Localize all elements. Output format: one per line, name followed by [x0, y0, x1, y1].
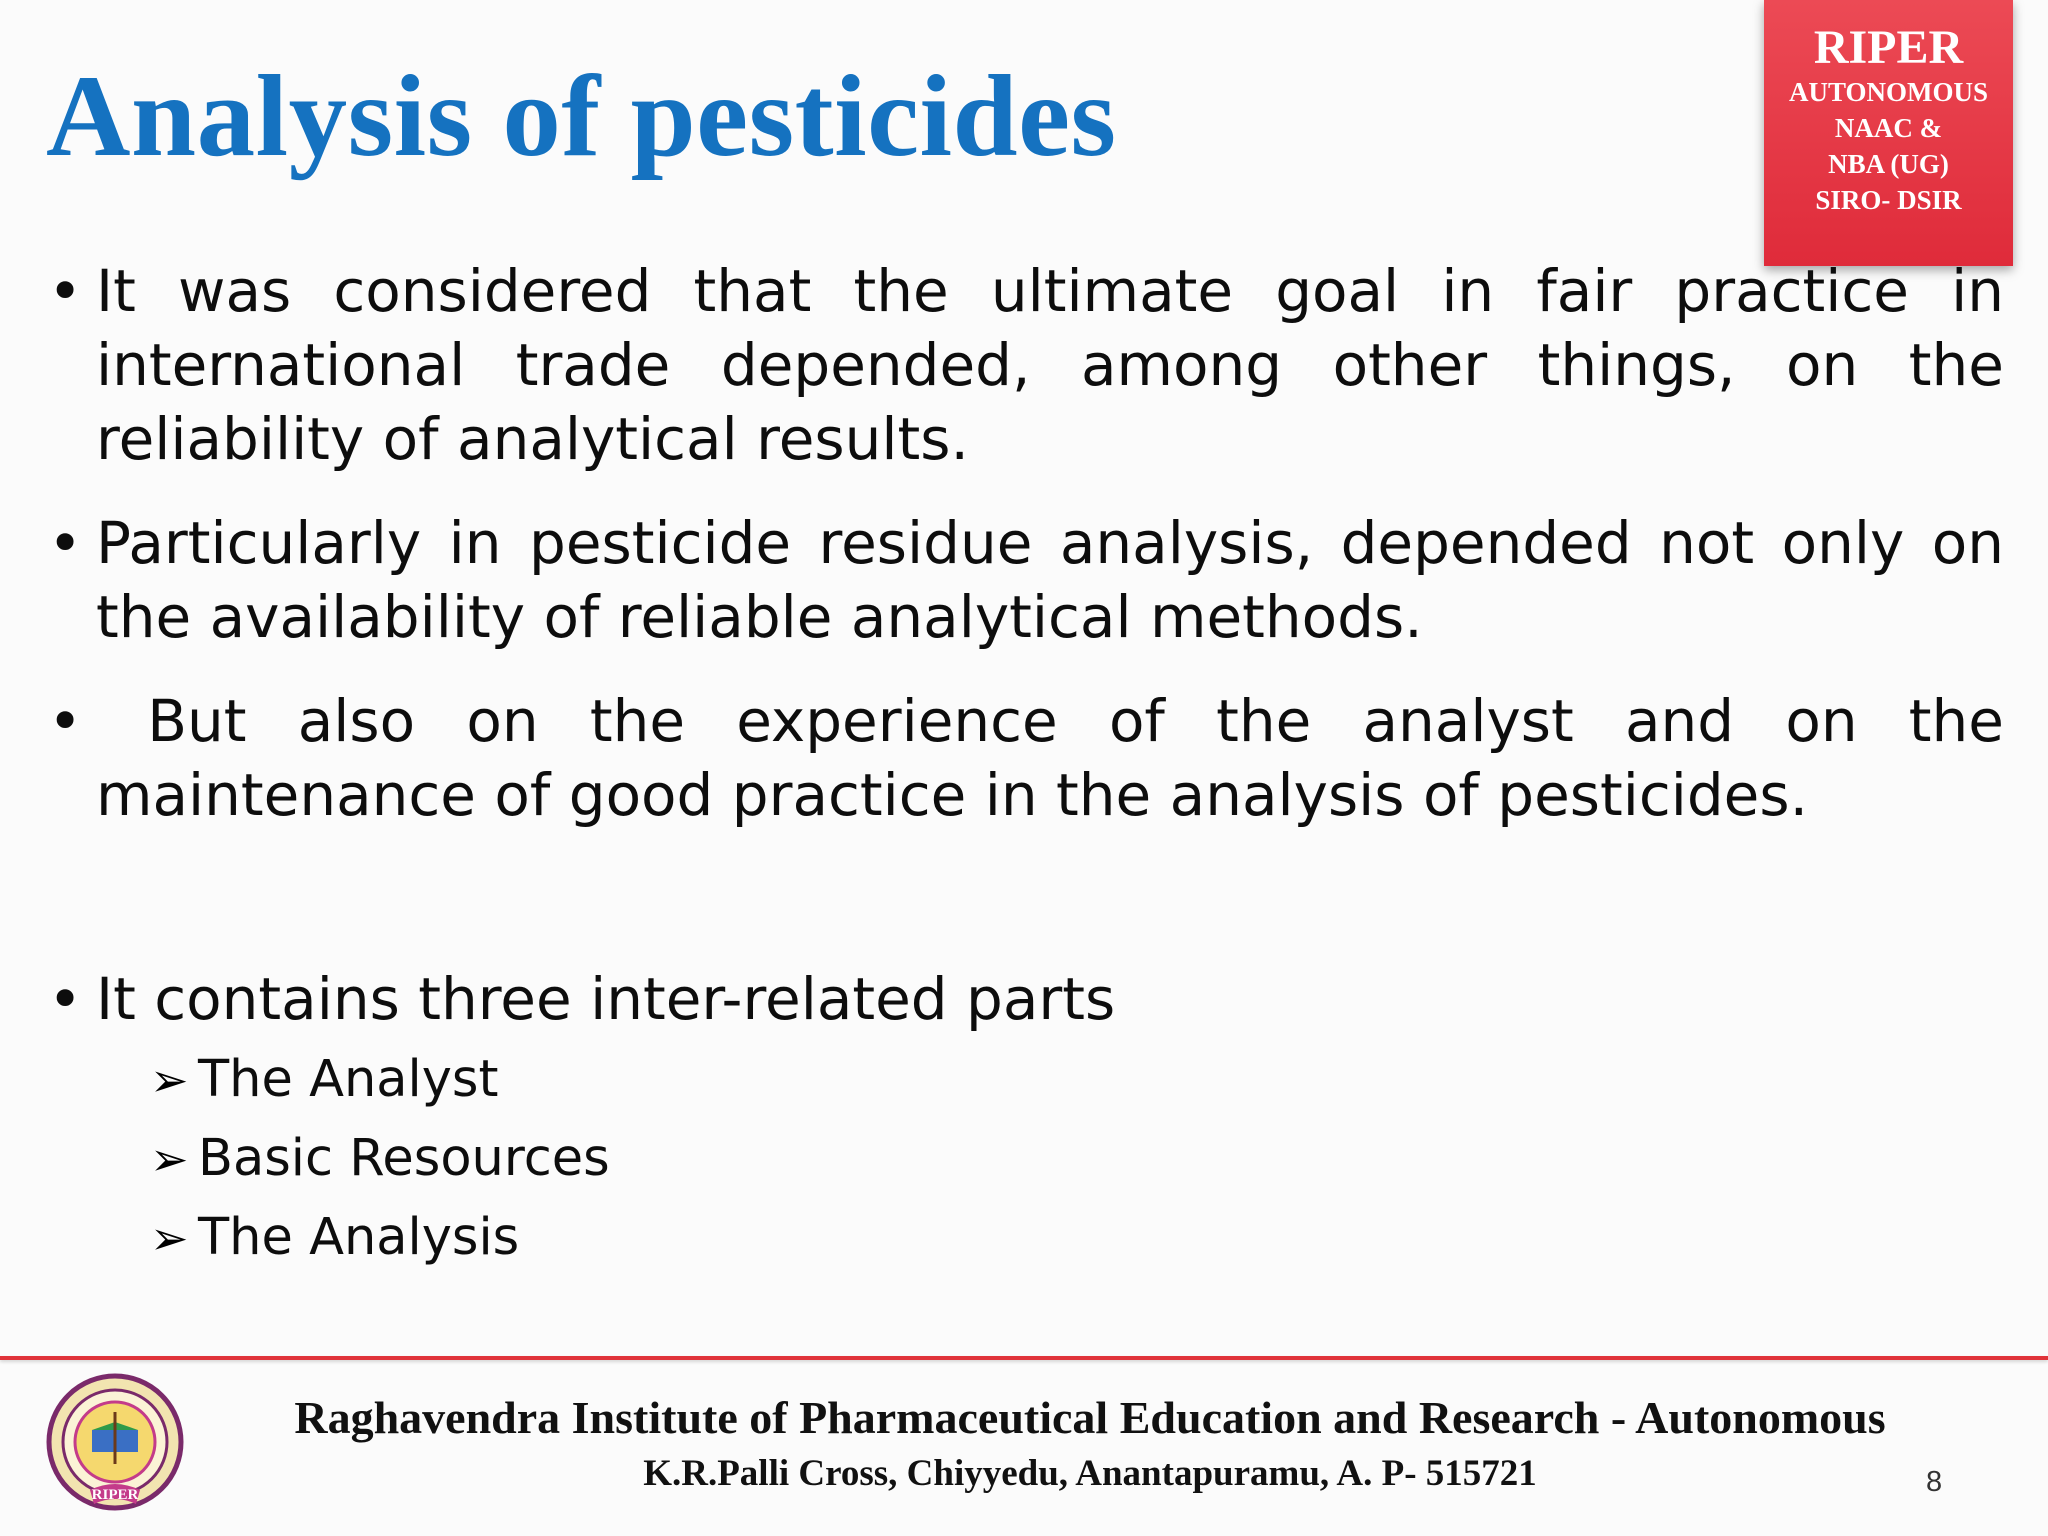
sub-list — [150, 1040, 1050, 1277]
bullet-item — [48, 684, 2023, 832]
badge-line: NAAC & — [1834, 113, 1943, 143]
bullet-text: Particularly in pesticide residue analysis, depended not only on the availability of reliable analytical methods. — [96, 509, 2004, 651]
sub-item — [150, 1119, 1050, 1198]
bullet-item — [48, 962, 2004, 1036]
badge-line: SIRO- DSIR — [1815, 185, 1962, 215]
bullet-icon: • — [48, 965, 83, 1033]
sub-item-text: The Analysis — [198, 1208, 520, 1267]
slide-title: Analysis of pesticides — [46, 52, 1117, 181]
arrow-bullet-icon: ➢ — [150, 1052, 189, 1107]
sub-item-text: Basic Resources — [198, 1129, 610, 1188]
page-number: 8 — [1926, 1466, 1943, 1498]
bullet-item — [48, 254, 2004, 476]
footer-divider — [0, 1356, 2048, 1360]
institute-address: K.R.Palli Cross, Chiyyedu, Anantapuramu, A. P- 515721 — [643, 1453, 1537, 1494]
sub-item-text: The Analyst — [198, 1050, 499, 1109]
badge-line: AUTONOMOUS — [1788, 77, 1989, 107]
arrow-bullet-icon: ➢ — [150, 1210, 189, 1265]
bullet-icon: • — [48, 687, 83, 755]
seal-logo-text: RIPER — [91, 1487, 139, 1503]
bullet-text: It was considered that the ultimate goal in fair practice in international trade depended, among other things, on the reliability of analytical results. — [96, 257, 2004, 473]
bullet-item — [48, 506, 2004, 654]
bullet-icon: • — [48, 509, 83, 577]
arrow-bullet-icon: ➢ — [150, 1131, 189, 1186]
sub-item — [150, 1040, 1050, 1119]
institute-seal-logo — [40, 1372, 190, 1522]
badge-title: RIPER — [1813, 21, 1964, 74]
sub-item — [150, 1198, 1050, 1277]
institute-name: Raghavendra Institute of Pharmaceutical Education and Research - Autonomous — [294, 1392, 1886, 1443]
bullet-icon: • — [48, 257, 83, 325]
badge-line: NBA (UG) — [1828, 149, 1949, 179]
bullet-text: But also on the experience of the analyst and on the maintenance of good practice in the analysis of pesticides. — [96, 687, 2023, 829]
bullet-text: It contains three inter-related parts — [96, 965, 1116, 1033]
